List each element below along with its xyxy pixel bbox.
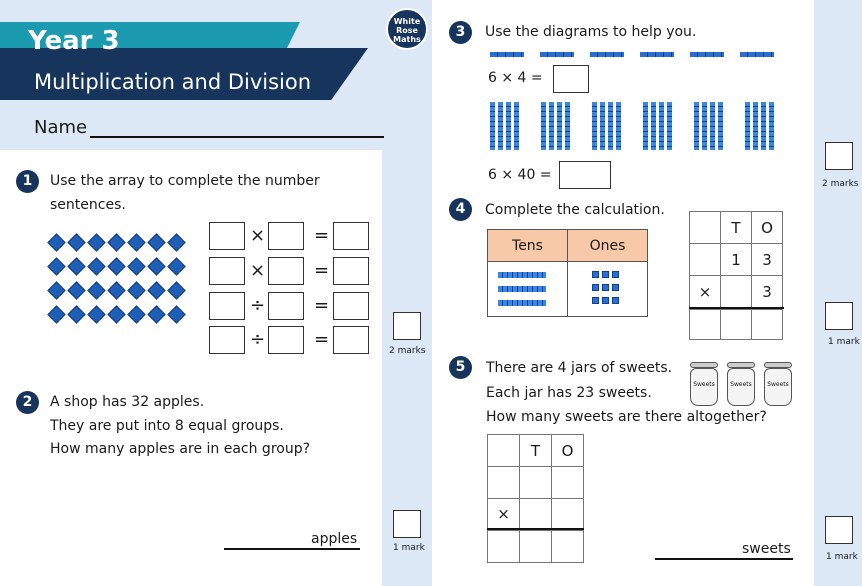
ones-group-icon (740, 52, 774, 57)
diamond-icon (67, 233, 85, 251)
q3-answer-box-1[interactable] (553, 65, 589, 93)
grid-cell (487, 434, 520, 467)
question-5-line3: How many sweets are there altogether? (486, 409, 767, 425)
answer-box[interactable] (268, 257, 304, 285)
ones-cubes (592, 271, 632, 311)
diamond-icon (127, 305, 145, 323)
diamond-icon (107, 257, 125, 275)
sweets-jar-icon (764, 362, 792, 406)
jar-label: Sweets (727, 368, 755, 406)
ten-rod-icon (643, 102, 648, 150)
ten-rod-icon (651, 102, 656, 150)
diamond-icon (147, 257, 165, 275)
ten-rod-icon (659, 102, 664, 150)
ten-rod-icon (600, 102, 605, 150)
times-sign: × (250, 260, 266, 281)
times-sign: × (250, 225, 266, 246)
question-2-line3: How many apples are in each group? (50, 441, 311, 457)
ones-group-icon (640, 52, 674, 57)
diamond-icon (147, 305, 165, 323)
one-cube-icon (592, 271, 599, 278)
q3-marks-box[interactable] (825, 142, 853, 170)
diamond-icon (47, 257, 65, 275)
ten-rod-icon (694, 102, 699, 150)
grid-cell (689, 243, 721, 276)
grid-answer-cell[interactable] (487, 530, 520, 563)
answer-box[interactable] (333, 292, 369, 320)
diamond-icon (47, 233, 65, 251)
grid-answer-cell[interactable] (519, 530, 552, 563)
q4-marks-box[interactable] (825, 302, 853, 330)
ten-rod-icon (761, 102, 766, 150)
grid-digit: 3 (751, 243, 783, 276)
one-cube-icon (602, 271, 609, 278)
sweets-jar-icon (690, 362, 718, 406)
answer-box[interactable] (333, 257, 369, 285)
ten-rod-icon (616, 102, 621, 150)
q1-marks-label: 2 marks (389, 346, 426, 356)
q2-marks-box[interactable] (393, 510, 421, 538)
ten-rod-icon (549, 102, 554, 150)
one-cube-icon (612, 297, 619, 304)
question-1-text-line1: Use the array to complete the number (50, 173, 320, 189)
q2-marks-label: 1 mark (393, 543, 425, 553)
divide-sign: ÷ (250, 295, 266, 316)
question-2-line2: They are put into 8 equal groups. (50, 418, 284, 434)
grid-cell[interactable] (487, 466, 520, 499)
equals-sign: = (314, 295, 330, 316)
grid-digit: 1 (720, 243, 752, 276)
ten-rod-icon (506, 102, 511, 150)
one-cube-icon (592, 284, 599, 291)
ones-column-header: O (551, 434, 584, 467)
diamond-icon (147, 281, 165, 299)
name-label: Name (34, 117, 88, 138)
grid-cell[interactable] (519, 498, 552, 529)
grid-answer-cell[interactable] (720, 309, 752, 340)
question-3-text: Use the diagrams to help you. (485, 24, 697, 40)
diamond-icon (107, 281, 125, 299)
q4-marks-label: 1 mark (828, 337, 860, 347)
answer-box[interactable] (209, 222, 245, 250)
ten-rod-icon (498, 272, 546, 278)
times-sign: × (487, 498, 520, 529)
ten-rod-icon (702, 102, 707, 150)
question-2-line1: A shop has 32 apples. (50, 394, 205, 410)
ten-rod-icon (498, 300, 546, 306)
q5-marks-box[interactable] (825, 516, 853, 544)
question-2-number: 2 (16, 391, 39, 414)
diamond-icon (87, 257, 105, 275)
grid-cell[interactable] (551, 466, 584, 499)
ones-column-header: O (751, 211, 783, 244)
q5-marks-label: 1 mark (826, 552, 858, 562)
question-1-text-line2: sentences. (50, 197, 126, 213)
diamond-icon (87, 305, 105, 323)
ten-rod-icon (514, 102, 519, 150)
ten-rod-icon (498, 286, 546, 292)
diamond-icon (47, 281, 65, 299)
ten-rod-icon (745, 102, 750, 150)
ten-rod-icon (667, 102, 672, 150)
q3-equation-2: 6 × 40 = (488, 167, 552, 183)
question-4-number: 4 (449, 198, 472, 221)
grid-cell[interactable] (551, 498, 584, 529)
ones-group-icon (590, 52, 624, 57)
grid-cell (720, 275, 752, 308)
q3-marks-label: 2 marks (822, 179, 859, 189)
q5-column-grid (487, 434, 584, 564)
ten-rod-icon (557, 102, 562, 150)
divide-sign: ÷ (250, 329, 266, 350)
grid-answer-cell[interactable] (551, 530, 584, 563)
answer-box[interactable] (333, 326, 369, 354)
ten-rod-icon (608, 102, 613, 150)
diamond-icon (147, 233, 165, 251)
ten-rod-icon (565, 102, 570, 150)
tens-column-header: T (519, 434, 552, 467)
topic-title: Multiplication and Division (34, 70, 312, 94)
grid-answer-cell[interactable] (689, 309, 721, 340)
tens-column-header: T (720, 211, 752, 244)
ten-rod-icon (753, 102, 758, 150)
diamond-icon (107, 305, 125, 323)
one-cube-icon (602, 284, 609, 291)
one-cube-icon (602, 297, 609, 304)
place-value-table (487, 229, 648, 317)
diamond-icon (167, 281, 185, 299)
ten-rod-icon (718, 102, 723, 150)
diamond-icon (87, 233, 105, 251)
table-divider (567, 262, 568, 316)
diamond-icon (167, 257, 185, 275)
ones-header: Ones (568, 230, 647, 262)
one-cube-icon (612, 284, 619, 291)
answer-box[interactable] (268, 292, 304, 320)
ones-group-icon (690, 52, 724, 57)
question-5-line2: Each jar has 23 sweets. (486, 385, 652, 401)
times-sign: × (689, 275, 721, 308)
ten-rod-icon (710, 102, 715, 150)
answer-box[interactable] (209, 292, 245, 320)
white-rose-logo: White Rose Maths (386, 8, 428, 50)
ones-group-icon (540, 52, 574, 57)
ten-rod-icon (498, 102, 503, 150)
answer-box[interactable] (209, 257, 245, 285)
diamond-icon (47, 305, 65, 323)
diamond-array (48, 234, 198, 344)
question-5-line1: There are 4 jars of sweets. (486, 360, 673, 376)
diamond-icon (107, 233, 125, 251)
tens-header: Tens (488, 230, 568, 262)
grid-cell (689, 211, 721, 244)
equals-sign: = (314, 260, 330, 281)
q5-unit: sweets (742, 541, 791, 557)
jar-label: Sweets (690, 368, 718, 406)
answer-box[interactable] (333, 222, 369, 250)
diamond-icon (67, 305, 85, 323)
question-1-number: 1 (16, 170, 39, 193)
question-5-number: 5 (449, 356, 472, 379)
question-3-number: 3 (449, 21, 472, 44)
grid-digit: 3 (751, 275, 783, 308)
grid-cell[interactable] (519, 466, 552, 499)
q3-equation-1: 6 × 4 = (488, 70, 543, 86)
answer-box[interactable] (268, 222, 304, 250)
diamond-icon (87, 281, 105, 299)
jar-label: Sweets (764, 368, 792, 406)
year-title: Year 3 (28, 26, 120, 56)
grid-answer-cell[interactable] (751, 309, 783, 340)
name-line[interactable] (90, 136, 384, 138)
q3-answer-box-2[interactable] (559, 161, 611, 189)
one-cube-icon (612, 271, 619, 278)
q4-column-grid (689, 211, 784, 341)
equals-sign: = (314, 329, 330, 350)
sweets-jar-icon (727, 362, 755, 406)
q1-marks-box[interactable] (393, 312, 421, 340)
answer-box[interactable] (209, 326, 245, 354)
diamond-icon (127, 233, 145, 251)
one-cube-icon (592, 297, 599, 304)
ten-rod-icon (541, 102, 546, 150)
diamond-icon (67, 257, 85, 275)
diamond-icon (127, 281, 145, 299)
diamond-icon (127, 257, 145, 275)
q2-unit: apples (311, 531, 358, 547)
diamond-icon (167, 305, 185, 323)
ones-groups-diagram (490, 52, 790, 60)
diamond-icon (67, 281, 85, 299)
diamond-icon (167, 233, 185, 251)
ten-rod-icon (769, 102, 774, 150)
ten-rod-icon (490, 102, 495, 150)
ones-group-icon (490, 52, 524, 57)
tens-groups-diagram (490, 102, 790, 152)
question-4-text: Complete the calculation. (485, 202, 665, 218)
equals-sign: = (314, 225, 330, 246)
answer-box[interactable] (268, 326, 304, 354)
ten-rod-icon (592, 102, 597, 150)
